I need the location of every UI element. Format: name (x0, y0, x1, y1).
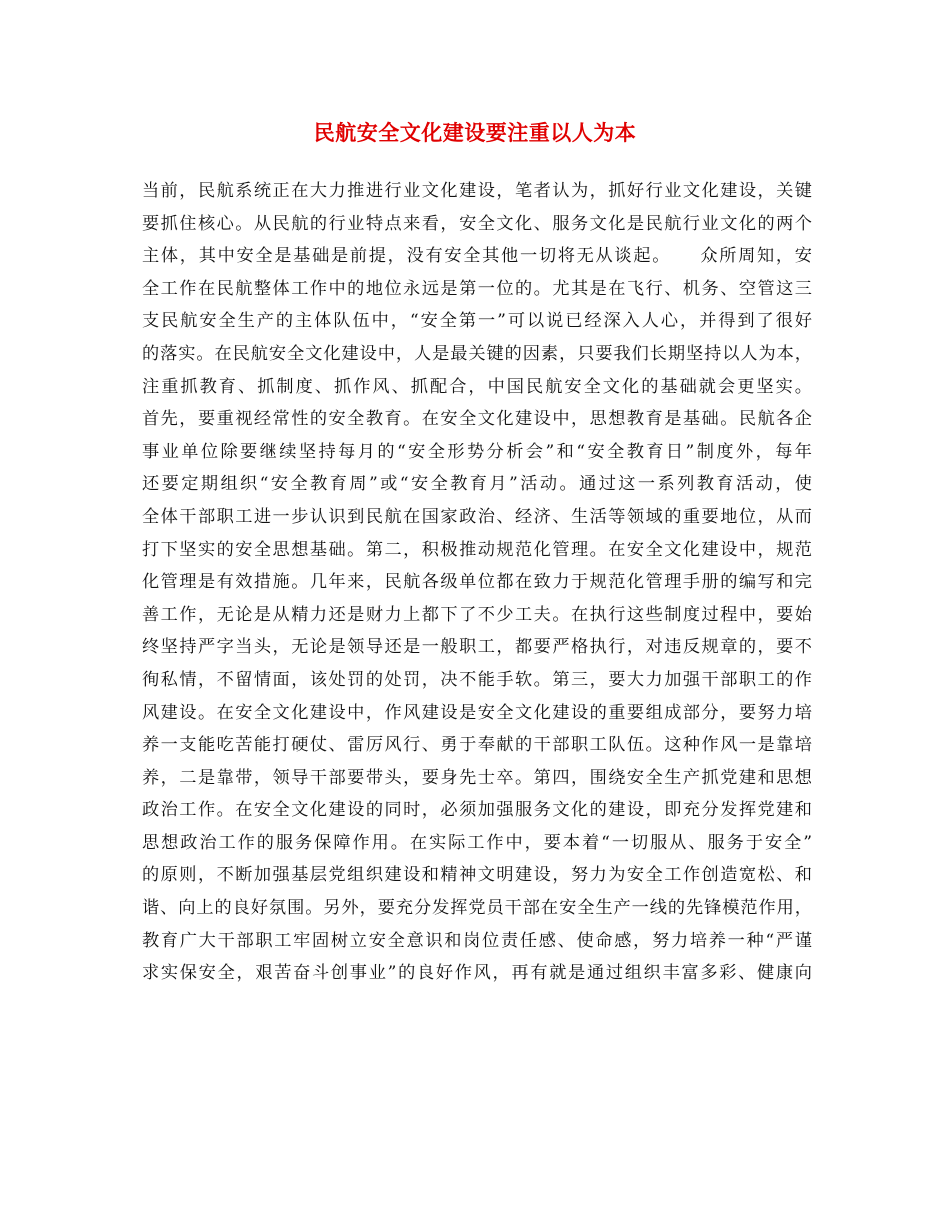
body-paragraph (142, 175, 812, 990)
text-line: 求实保安全，艰苦奋斗创事业”的良好作风，再有就是通过组织丰富多彩、健康向 (142, 963, 812, 984)
text-line: 养一支能吃苦能打硬仗、雷厉风行、勇于奉献的干部职工队伍。这种作风一是靠培 (142, 735, 812, 756)
text-line: 思想政治工作的服务保障作用。在实际工作中，要本着“一切服从、服务于安全” (142, 832, 812, 853)
text-line: 支民航安全生产的主体队伍中，“安全第一”可以说已经深入人心，并得到了很好 (142, 311, 812, 332)
text-line: 善工作，无论是从精力还是财力上都下了不少工夫。在执行这些制度过程中，要始 (142, 604, 812, 625)
text-line: 政治工作。在安全文化建设的同时，必须加强服务文化的建设，即充分发挥党建和 (142, 800, 812, 821)
text-line: 打下坚实的安全思想基础。第二，积极推动规范化管理。在安全文化建设中，规范 (142, 539, 812, 560)
text-line: 养，二是靠带，领导干部要带头，要身先士卒。第四，围绕安全生产抓党建和思想 (142, 767, 812, 788)
text-line: 徇私情，不留情面，该处罚的处罚，决不能手软。第三，要大力加强干部职工的作 (142, 669, 812, 690)
text-line: 风建设。在安全文化建设中，作风建设是安全文化建设的重要组成部分，要努力培 (142, 702, 812, 723)
text-line: 化管理是有效措施。几年来，民航各级单位都在致力于规范化管理手册的编写和完 (142, 572, 812, 593)
text-line: 注重抓教育、抓制度、抓作风、抓配合，中国民航安全文化的基础就会更坚实。 (142, 376, 812, 397)
text-line: 谐、向上的良好氛围。另外，要充分发挥党员干部在安全生产一线的先锋模范作用， (142, 898, 812, 919)
text-line: 教育广大干部职工牢固树立安全意识和岗位责任感、使命感，努力培养一种“严谨 (142, 930, 812, 951)
text-line: 主体，其中安全是基础是前提，没有安全其他一切将无从谈起。 众所周知，安 (142, 246, 812, 267)
text-line: 全工作在民航整体工作中的地位永远是第一位的。尤其是在飞行、机务、空管这三 (142, 278, 812, 299)
text-line: 终坚持严字当头，无论是领导还是一般职工，都要严格执行，对违反规章的，要不 (142, 637, 812, 658)
text-line: 事业单位除要继续坚持每月的“安全形势分析会”和“安全教育日”制度外，每年 (142, 441, 812, 462)
text-line: 的落实。在民航安全文化建设中，人是最关键的因素，只要我们长期坚持以人为本， (142, 343, 812, 364)
text-line: 全体干部职工进一步认识到民航在国家政治、经济、生活等领域的重要地位，从而 (142, 506, 812, 527)
text-line: 的原则，不断加强基层党组织建设和精神文明建设，努力为安全工作创造宽松、和 (142, 865, 812, 886)
text-line: 要抓住核心。从民航的行业特点来看，安全文化、服务文化是民航行业文化的两个 (142, 213, 812, 234)
document-title: 民航安全文化建设要注重以人为本 (313, 120, 637, 145)
text-line: 当前，民航系统正在大力推进行业文化建设，笔者认为，抓好行业文化建设，关键 (142, 181, 812, 201)
text-line: 还要定期组织“安全教育周”或“安全教育月”活动。通过这一系列教育活动，使 (142, 474, 812, 495)
text-line: 首先，要重视经常性的安全教育。在安全文化建设中，思想教育是基础。民航各企 (142, 409, 812, 430)
